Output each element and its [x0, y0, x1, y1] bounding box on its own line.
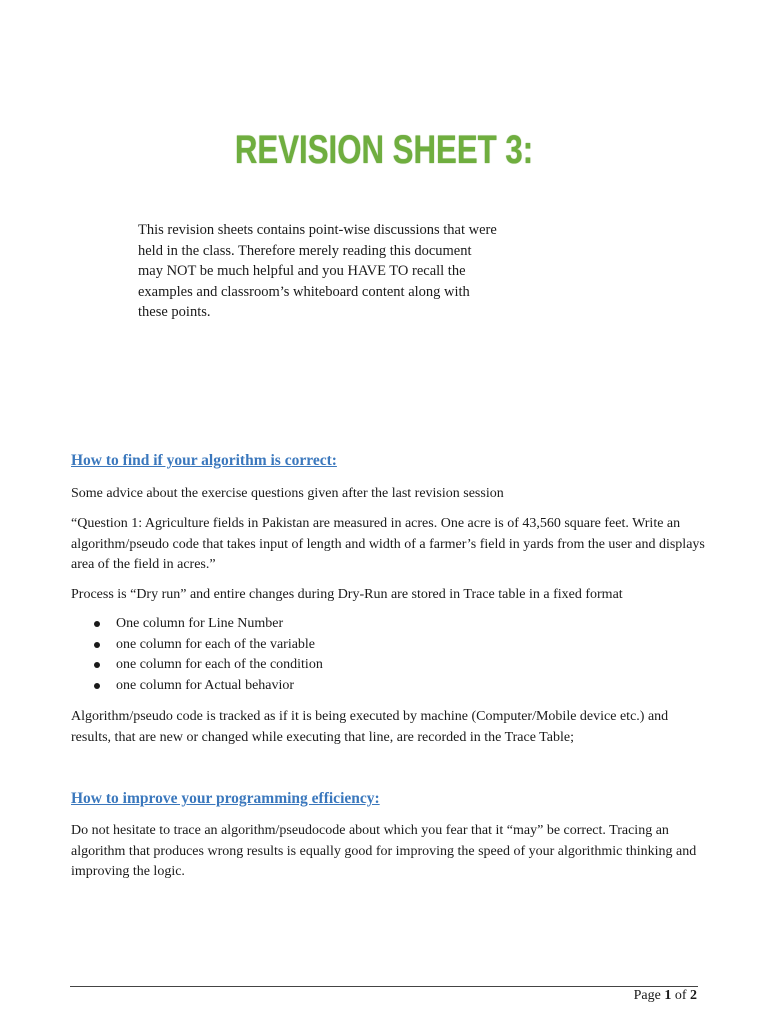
bullet-icon: [94, 662, 100, 668]
page-number-footer: Page 1 of 2: [633, 988, 697, 1003]
trace-table-columns-list: [71, 614, 323, 696]
section-heading-algorithm-correct: How to find if your algorithm is correct:: [71, 452, 337, 469]
advice-paragraph: Some advice about the exercise questions given after the last revision session: [71, 486, 504, 501]
total-page-number: 2: [690, 988, 697, 1003]
intro-paragraph: This revision sheets contains point-wise discussions that were held in the class. Therefore merely reading this document may NOT be much helpful and you HAVE TO recall the examples and classroom’s whiteboard content along with these points.: [138, 222, 497, 320]
question-paragraph: “Question 1: Agriculture fields in Pakistan are measured in acres. One acre is of 43,560 square feet. Write an algorithm/pseudo code that takes input of length and width of a farmer’s field in yards from the user and displays area of the field in acres.”: [71, 516, 705, 572]
bullet-icon: [94, 642, 100, 648]
footer-rule: [70, 986, 698, 987]
bullet-icon: [94, 683, 100, 689]
section-heading-programming-efficiency: How to improve your programming efficiency:: [71, 790, 380, 807]
list-item: one column for Actual behavior: [71, 676, 323, 697]
list-item: One column for Line Number: [71, 614, 323, 635]
process-paragraph: Process is “Dry run” and entire changes during Dry-Run are stored in Trace table in a fixed format: [71, 587, 623, 602]
bullet-icon: [94, 621, 100, 627]
list-item: one column for each of the condition: [71, 655, 323, 676]
current-page-number: 1: [664, 988, 672, 1003]
tracking-paragraph: Algorithm/pseudo code is tracked as if it is being executed by machine (Computer/Mobile device etc.) and results, that are new or changed while executing that line, are recorded in the Trace Table;: [71, 709, 669, 745]
efficiency-paragraph: Do not hesitate to trace an algorithm/pseudocode about which you fear that it “may” be correct. Tracing an algorithm that produces wrong results is equally good for improving the speed of your algorithmic thinking and improving the logic.: [71, 823, 697, 879]
page-title: REVISION SHEET 3:: [234, 128, 534, 172]
list-item: one column for each of the variable: [71, 635, 323, 656]
